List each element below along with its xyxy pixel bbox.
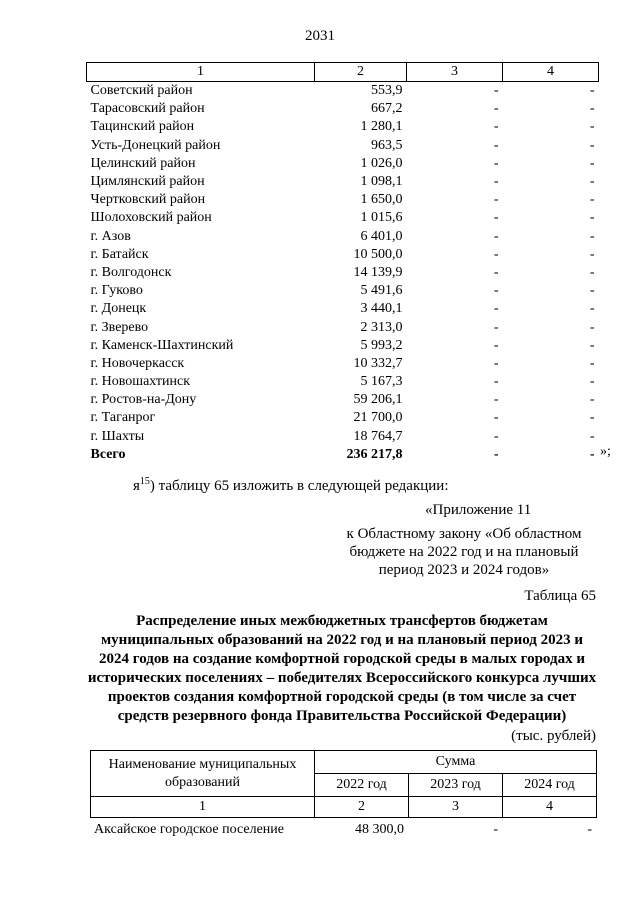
- amount-2023: -: [493, 119, 499, 135]
- column-number-4: 4: [503, 797, 597, 818]
- municipality-name: Тацинский район: [90, 119, 195, 135]
- amount-2022: 236 217,8: [346, 446, 403, 462]
- amount-2022: 5 993,2: [360, 337, 403, 353]
- amount-2023: -: [493, 174, 499, 190]
- amount-2023: -: [493, 264, 499, 280]
- column-number-3: 3: [409, 797, 503, 818]
- amount-2024: -: [589, 410, 595, 426]
- table65-header: [90, 750, 597, 818]
- amount-2024: -: [589, 228, 595, 244]
- column-header-name: Наименование муниципальных образований: [91, 751, 315, 797]
- amount-2022: 1 280,1: [360, 119, 403, 135]
- municipality-name: Цимлянский район: [90, 174, 205, 190]
- amount-2023: -: [493, 428, 499, 444]
- column-header-2024: 2024 год: [503, 774, 597, 797]
- amount-2022: 59 206,1: [353, 392, 403, 408]
- table-row: [87, 391, 599, 409]
- municipality-name: Чертковский район: [90, 192, 206, 208]
- amount-2024: -: [589, 301, 595, 317]
- amount-2023: -: [493, 410, 499, 426]
- amount-2023: -: [493, 822, 498, 837]
- table-row: [87, 300, 599, 318]
- amendment-text: [133, 476, 449, 495]
- amount-2022: 1 015,6: [360, 210, 403, 226]
- table-row: [90, 820, 596, 840]
- amount-2022: 667,2: [371, 101, 403, 117]
- municipality-name: г. Зверево: [90, 319, 149, 335]
- amount-2023: -: [493, 101, 499, 117]
- amount-2024: -: [589, 392, 595, 408]
- amount-2023: -: [493, 392, 499, 408]
- amount-2022: 5 167,3: [360, 374, 403, 390]
- table-row: [87, 373, 599, 391]
- municipality-name: г. Батайск: [90, 246, 149, 262]
- amount-2024: -: [589, 283, 595, 299]
- amount-2022: 10 500,0: [353, 246, 403, 262]
- allocation-table-continued: [86, 62, 599, 464]
- amount-2023: -: [493, 374, 499, 390]
- municipality-name: Целинский район: [90, 155, 196, 171]
- table-row: [87, 173, 599, 191]
- amount-2024: -: [589, 192, 595, 208]
- table-row: [87, 100, 599, 118]
- table-row: [87, 428, 599, 446]
- amount-2022: 10 332,7: [353, 355, 403, 371]
- amount-2024: -: [589, 374, 595, 390]
- municipality-name: Аксайское городское поселение: [94, 822, 284, 837]
- municipality-name: Шолоховский район: [90, 210, 212, 226]
- amount-2022: 1 026,0: [360, 155, 403, 171]
- table65-body: [90, 820, 596, 840]
- amount-2024: -: [589, 174, 595, 190]
- amount-2023: -: [493, 283, 499, 299]
- annex-law-line-3: период 2023 и 2024 годов»: [378, 562, 550, 578]
- municipality-name: Советский район: [90, 83, 193, 99]
- total-row: [87, 446, 599, 464]
- table-row: [87, 337, 599, 355]
- amount-2023: -: [493, 355, 499, 371]
- amount-2024: -: [589, 137, 595, 153]
- amount-2024: -: [589, 83, 595, 99]
- column-number-3: 3: [407, 63, 503, 82]
- amount-2022: 6 401,0: [360, 228, 403, 244]
- municipality-name: г. Новочеркасск: [90, 355, 185, 371]
- table-heading: Распределение иных межбюджетных трансфертов бюджетам муниципальных образований на 2022 год и на плановый период 2023 и 2024 годов на создание комфортной городской среды в малых городах и исторических поселениях – победителях Всероссийского конкурса лучших проектов создания комфортной городской среды (в том числе за счет средств резервного фонда Правительства Российской Федерации): [87, 613, 597, 724]
- annex-title: «Приложение 11: [425, 502, 532, 518]
- amount-2022: 14 139,9: [353, 264, 403, 280]
- annex-law-line-2: бюджете на 2022 год и на плановый: [349, 544, 579, 560]
- amount-2023: -: [493, 228, 499, 244]
- municipality-name: г. Шахты: [90, 428, 145, 444]
- municipality-name: г. Каменск-Шахтинский: [90, 337, 234, 353]
- table-row: [87, 137, 599, 155]
- amount-2023: -: [493, 246, 499, 262]
- units-label: (тыс. рублей): [511, 728, 596, 744]
- amount-2024: -: [589, 319, 595, 335]
- column-number-1: 1: [91, 797, 315, 818]
- amount-2022: 18 764,7: [353, 428, 403, 444]
- amount-2022: 5 491,6: [360, 283, 403, 299]
- amount-2022: 963,5: [371, 137, 403, 153]
- amount-2022: 1 650,0: [360, 192, 403, 208]
- amount-2024: -: [589, 119, 595, 135]
- amount-2024: -: [589, 337, 595, 353]
- table-row: [87, 282, 599, 300]
- amount-2024: -: [589, 210, 595, 226]
- municipality-name: Всего: [90, 446, 126, 462]
- amendment-body: ) таблицу 65 изложить в следующей редакции:: [149, 478, 449, 494]
- footnote-marker: 15: [139, 476, 150, 487]
- column-header-2023: 2023 год: [409, 774, 503, 797]
- amount-2023: -: [493, 301, 499, 317]
- table-row: [87, 355, 599, 373]
- amount-2023: -: [493, 446, 499, 462]
- table-row: [87, 209, 599, 227]
- amount-2023: -: [493, 83, 499, 99]
- amount-2024: -: [589, 101, 595, 117]
- annex-law-line-1: к Областному закону «Об областном: [346, 526, 582, 542]
- column-header-sum: Сумма: [315, 751, 597, 774]
- municipality-name: Тарасовский район: [90, 101, 205, 117]
- municipality-name: г. Азов: [90, 228, 131, 244]
- amount-2023: -: [493, 319, 499, 335]
- amount-2024: -: [589, 446, 595, 462]
- table-row: [87, 318, 599, 336]
- table-row: [87, 118, 599, 136]
- amount-2024: -: [589, 264, 595, 280]
- column-header-2022: 2022 год: [315, 774, 409, 797]
- table-header-row: [87, 63, 599, 82]
- table-row: [87, 264, 599, 282]
- amount-2023: -: [493, 155, 499, 171]
- amount-2022: 1 098,1: [360, 174, 403, 190]
- table-row: [87, 228, 599, 246]
- table-label: Таблица 65: [524, 588, 596, 604]
- amount-2022: 3 440,1: [360, 301, 403, 317]
- annex-law-reference: [330, 525, 598, 579]
- amount-2023: -: [493, 137, 499, 153]
- amount-2023: -: [493, 192, 499, 208]
- amount-2022: 48 300,0: [355, 822, 404, 837]
- municipality-name: г. Ростов-на-Дону: [90, 392, 197, 408]
- municipality-name: г. Таганрог: [90, 410, 156, 426]
- municipality-name: Усть-Донецкий район: [90, 137, 221, 153]
- column-number-4: 4: [503, 63, 599, 82]
- page-number: 2031: [305, 28, 335, 44]
- municipality-name: г. Волгодонск: [90, 264, 172, 280]
- amount-2024: -: [589, 246, 595, 262]
- amendment-prefix: я: [133, 478, 140, 494]
- municipality-name: г. Донецк: [90, 301, 147, 317]
- amount-2022: 2 313,0: [360, 319, 403, 335]
- amount-2022: 553,9: [371, 83, 403, 99]
- amount-2024: -: [589, 355, 595, 371]
- amount-2023: -: [493, 210, 499, 226]
- table-row: [87, 82, 599, 101]
- closing-quote: »;: [600, 444, 611, 459]
- amount-2022: 21 700,0: [353, 410, 403, 426]
- column-number-2: 2: [315, 63, 407, 82]
- amount-2024: -: [589, 155, 595, 171]
- amount-2024: -: [589, 428, 595, 444]
- column-number-1: 1: [87, 63, 315, 82]
- table-row: [87, 246, 599, 264]
- amount-2024: -: [587, 822, 592, 837]
- table-row: [87, 155, 599, 173]
- municipality-name: г. Гуково: [90, 283, 143, 299]
- table-row: [87, 409, 599, 427]
- table-row: [87, 191, 599, 209]
- municipality-name: г. Новошахтинск: [90, 374, 191, 390]
- column-number-2: 2: [315, 797, 409, 818]
- amount-2023: -: [493, 337, 499, 353]
